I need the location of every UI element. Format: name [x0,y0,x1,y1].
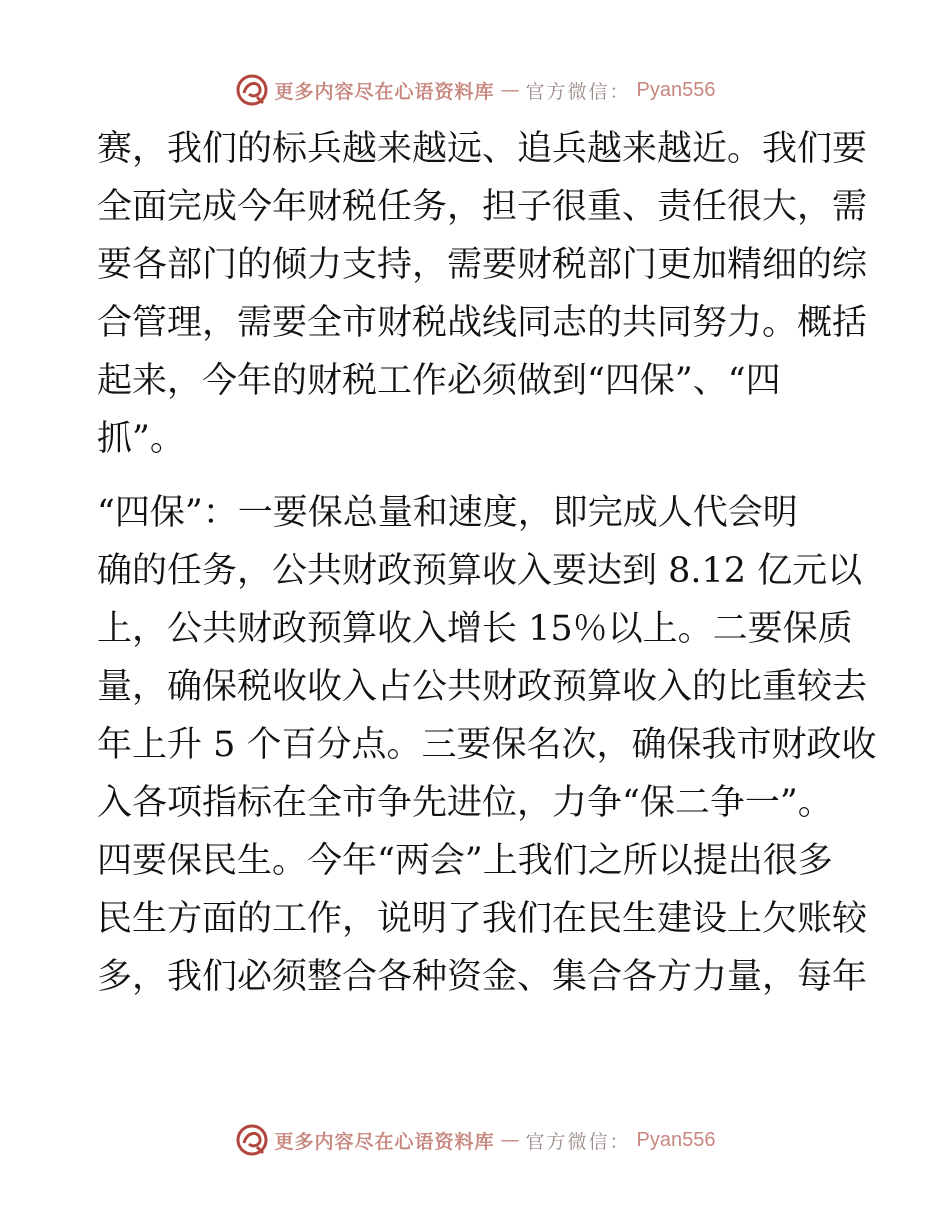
red-swirl-logo-icon [235,1123,269,1157]
text-line: 年上升 5 个百分点。三要保名次，确保我市财政收 [97,725,877,765]
watermark-site-text: 更多内容尽在心语资料库 [274,1130,495,1153]
paragraph-1 [97,120,868,468]
text-line: 多，我们必须整合各种资金、集合各方力量，每年 [97,957,868,997]
watermark-wechat-id: Pyan556 [636,78,716,101]
paragraph-2 [97,484,877,1006]
red-swirl-logo-icon [235,73,269,107]
text-line: 抓”。 [97,419,185,459]
text-line: 起来，今年的财税工作必须做到“四保”、“四 [97,361,781,401]
header-watermark [0,70,950,110]
text-line: 合管理，需要全市财税战线同志的共同努力。概括 [97,303,868,343]
watermark-wechat-label: 官方微信： [525,1130,631,1153]
text-line: 要各部门的倾力支持，需要财税部门更加精细的综 [97,245,868,285]
text-line: 量，确保税收收入占公共财政预算收入的比重较去 [97,667,868,707]
watermark-dash: — [500,79,520,101]
document-body [97,120,877,1006]
text-line: 四要保民生。今年“两会”上我们之所以提出很多 [97,841,833,881]
paragraph-spacer [97,468,857,484]
text-line: 上，公共财政预算收入增长 15％以上。二要保质 [97,609,853,649]
watermark-wechat-id: Pyan556 [636,1128,716,1151]
text-line: 入各项指标在全市争先进位，力争“保二争一”。 [97,783,833,823]
text-line: 民生方面的工作，说明了我们在民生建设上欠账较 [97,899,868,939]
watermark-wechat-label: 官方微信： [525,80,631,103]
watermark-site-text: 更多内容尽在心语资料库 [274,80,495,103]
text-line: 赛，我们的标兵越来越远、追兵越来越近。我们要 [97,129,868,169]
text-line: 全面完成今年财税任务，担子很重、责任很大，需 [97,187,868,227]
text-line: 确的任务，公共财政预算收入要达到 8.12 亿元以 [97,551,863,591]
text-line: “四保”：一要保总量和速度，即完成人代会明 [97,493,798,533]
footer-watermark [0,1120,950,1160]
watermark-dash: — [500,1129,520,1151]
